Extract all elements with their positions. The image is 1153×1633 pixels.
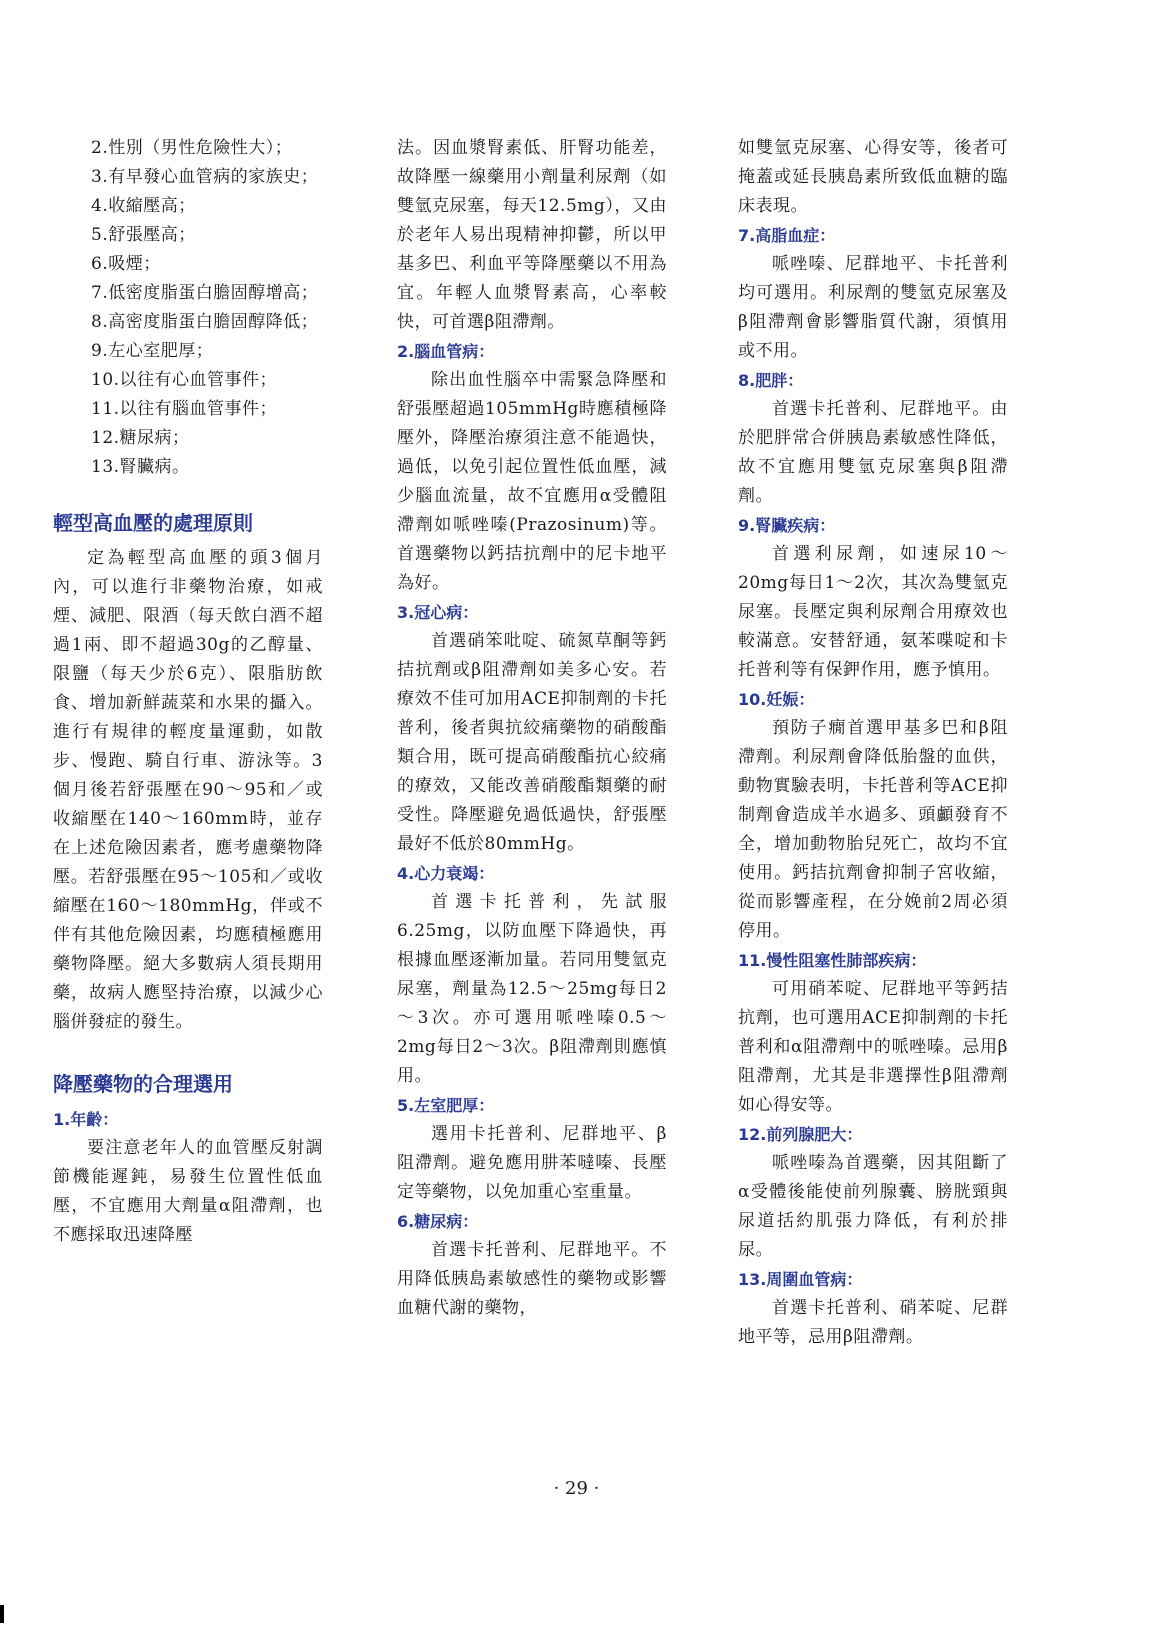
column-3 [738,134,1008,1352]
list-item: 2.性別（男性危險性大）； [91,138,293,158]
subheading-peripheral-vascular: 13.周圍血管病： [738,1270,863,1289]
section-heading-drug-selection: 降壓藥物的合理選用 [53,1072,233,1096]
subheading-coronary: 3.冠心病： [397,603,479,622]
list-item: 11.以往有腦血管事件； [91,399,278,419]
column-1 [53,134,323,1250]
paragraph: 法。因血漿腎素低、肝腎功能差，故降壓一線藥用小劑量利尿劑（如雙氫克尿塞，每天12.5mg），又由於老年人易出現精神抑鬱，所以甲基多巴、利血平等降壓藥以不用為宜。年輕人血漿腎素高，心率較快，可首選β阻滯劑。 [397,138,667,332]
list-item: 12.糖尿病； [91,428,190,448]
paragraph: 哌唑嗪、尼群地平、卡托普利均可選用。利尿劑的雙氫克尿塞及β阻滯劑會影響脂質代謝，須慎用或不用。 [738,254,1008,361]
paragraph: 首選利尿劑，如速尿10～20mg每日1～2次，其次為雙氫克尿塞。長壓定與利尿劑合用療效也較滿意。安替舒通，氨苯喋啶和卡托普利等有保鉀作用，應予慎用。 [738,544,1008,680]
subheading-hyperlipidemia: 7.高脂血症： [738,226,836,245]
list-item: 13.腎臟病。 [91,457,190,477]
list-item: 8.高密度脂蛋白膽固醇降低； [91,312,319,332]
section-heading-mild-hypertension: 輕型高血壓的處理原則 [53,511,253,535]
subheading-pregnancy: 10.妊娠： [738,690,815,709]
paragraph: 首選卡托普利，先試服6.25mg，以防血壓下降過快，再根據血壓逐漸加量。若同用雙氫克尿塞，劑量為12.5～25mg每日2～3次。亦可選用哌唑嗪0.5～2mg每日2～3次。β阻滯劑則應慎用。 [397,892,667,1086]
paragraph: 首選卡托普利、尼群地平。不用降低胰島素敏感性的藥物或影響血糖代謝的藥物， [397,1240,667,1318]
subheading-diabetes: 6.糖尿病： [397,1212,479,1231]
paragraph: 如雙氫克尿塞、心得安等，後者可掩蓋或延長胰島素所致低血糖的臨床表現。 [738,138,1008,216]
list-item: 6.吸煙； [91,254,161,274]
subheading-lvh: 5.左室肥厚： [397,1096,495,1115]
risk-factor-list [53,134,323,482]
list-item: 10.以往有心血管事件； [91,370,278,390]
paragraph: 要注意老年人的血管壓反射調節機能遲鈍，易發生位置性低血壓，不宜應用大劑量α阻滯劑，也不應採取迅速降壓 [53,1138,323,1245]
paragraph: 除出血性腦卒中需緊急降壓和舒張壓超過105mmHg時應積極降壓外，降壓治療須注意不能過快，過低，以免引起位置性低血壓，減少腦血流量，故不宜應用α受體阻滯劑如哌唑嗪(Prazosinum)等。首選藥物以鈣拮抗劑中的尼卡地平為好。 [397,370,667,593]
subheading-kidney: 9.腎臟疾病： [738,516,836,535]
paragraph: 選用卡托普利、尼群地平、β阻滯劑。避免應用肼苯噠嗪、長壓定等藥物，以免加重心室重量。 [397,1124,667,1202]
scan-edge-mark [0,1605,4,1623]
page-number: · 29 · [553,1478,600,1499]
subheading-age: 1.年齡： [53,1110,119,1129]
paragraph: 可用硝苯啶、尼群地平等鈣拮抗劑，也可選用ACE抑制劑的卡托普利和α阻滯劑中的哌唑嗪。忌用β阻滯劑，尤其是非選擇性β阻滯劑如心得安等。 [738,979,1008,1115]
list-item: 5.舒張壓高； [91,225,196,245]
list-item: 4.收縮壓高； [91,196,196,216]
paragraph: 首選卡托普利、尼群地平。由於肥胖常合併胰島素敏感性降低，故不宜應用雙氫克尿塞與β阻滯劑。 [738,399,1008,506]
subheading-heart-failure: 4.心力衰竭： [397,864,495,883]
list-item: 7.低密度脂蛋白膽固醇增高； [91,283,319,303]
subheading-obesity: 8.肥胖： [738,371,804,390]
column-2 [397,134,667,1323]
paragraph: 首選卡托普利、硝苯啶、尼群地平等，忌用β阻滯劑。 [738,1298,1008,1347]
subheading-copd: 11.慢性阻塞性肺部疾病： [738,951,927,970]
subheading-prostate: 12.前列腺肥大： [738,1125,863,1144]
list-item: 3.有早發心血管病的家族史； [91,167,319,187]
list-item: 9.左心室肥厚； [91,341,214,361]
paragraph: 哌唑嗪為首選藥，因其阻斷了α受體後能使前列腺囊、膀胱頸與尿道括約肌張力降低，有利於排尿。 [738,1153,1008,1260]
paragraph: 定為輕型高血壓的頭3個月內，可以進行非藥物治療，如戒煙、減肥、限酒（每天飲白酒不超過1兩、即不超過30g的乙醇量、限鹽（每天少於6克）、限脂肪飲食、增加新鮮蔬菜和水果的攝入。進行有規律的輕度量運動，如散步、慢跑、騎自行車、游泳等。3個月後若舒張壓在90～95和／或收縮壓在140～160mm時，並存在上述危險因素者，應考慮藥物降壓。若舒張壓在95～105和／或收縮壓在160～180mmHg，伴或不伴有其他危險因素，均應積極應用藥物降壓。絕大多數病人須長期用藥，故病人應堅持治療，以減少心腦併發症的發生。 [53,548,323,1032]
subheading-cerebrovascular: 2.腦血管病： [397,342,495,361]
paragraph: 首選硝笨吡啶、硫氮草酮等鈣拮抗劑或β阻滯劑如美多心安。若療效不佳可加用ACE抑制劑的卡托普利，後者與抗絞痛藥物的硝酸酯類合用，既可提高硝酸酯抗心絞痛的療效，又能改善硝酸酯類藥的耐受性。降壓避免過低過快，舒張壓最好不低於80mmHg。 [397,631,667,854]
paragraph: 預防子癇首選甲基多巴和β阻滯劑。利尿劑會降低胎盤的血供，動物實驗表明，卡托普利等ACE抑制劑會造成羊水過多、頭顱發育不全，增加動物胎兒死亡，故均不宜使用。鈣拮抗劑會抑制子宮收縮，從而影響產程，在分娩前2周必須停用。 [738,718,1008,941]
